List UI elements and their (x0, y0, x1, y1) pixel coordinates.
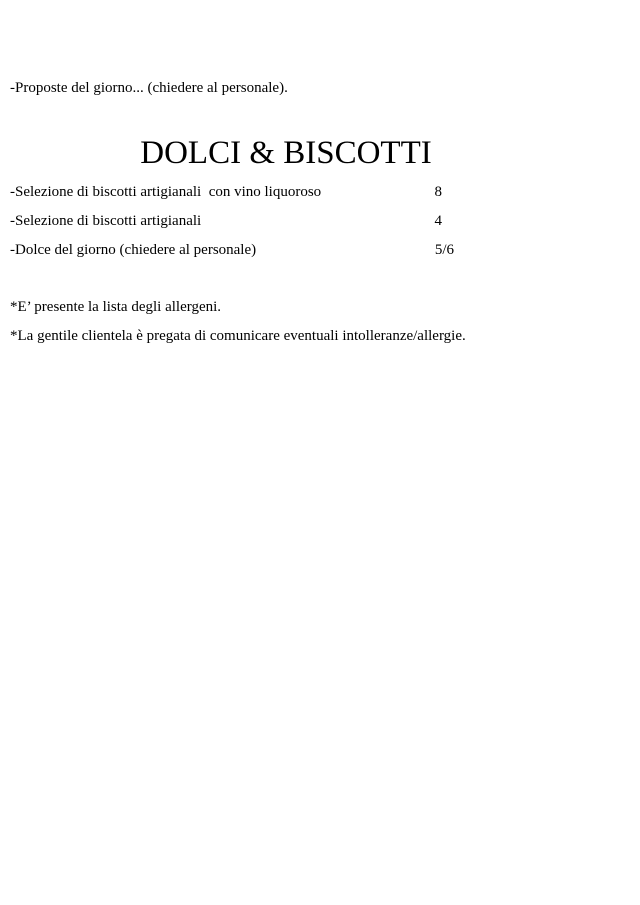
menu-item (10, 212, 454, 230)
menu-item (10, 183, 454, 201)
daily-specials-note: -Proposte del giorno... (chiedere al personale). (10, 80, 288, 96)
menu-item-price: 8 (434, 184, 442, 200)
allergen-list-note: *E’ presente la lista degli allergeni. (10, 299, 222, 315)
menu-item-name: -Selezione di biscotti artigianali (10, 213, 202, 229)
menu-item-name: -Dolce del giorno (chiedere al personale) (10, 242, 257, 258)
menu-item-name: -Selezione di biscotti artigianali con vino liquoroso (10, 184, 322, 200)
intolerance-note: *La gentile clientela è pregata di comunicare eventuali intolleranze/allergie. (10, 328, 466, 344)
menu-item-price: 4 (434, 213, 442, 229)
menu-item-price: 5/6 (434, 242, 454, 258)
menu-item (10, 241, 454, 259)
section-title: DOLCI & BISCOTTI (140, 135, 432, 171)
